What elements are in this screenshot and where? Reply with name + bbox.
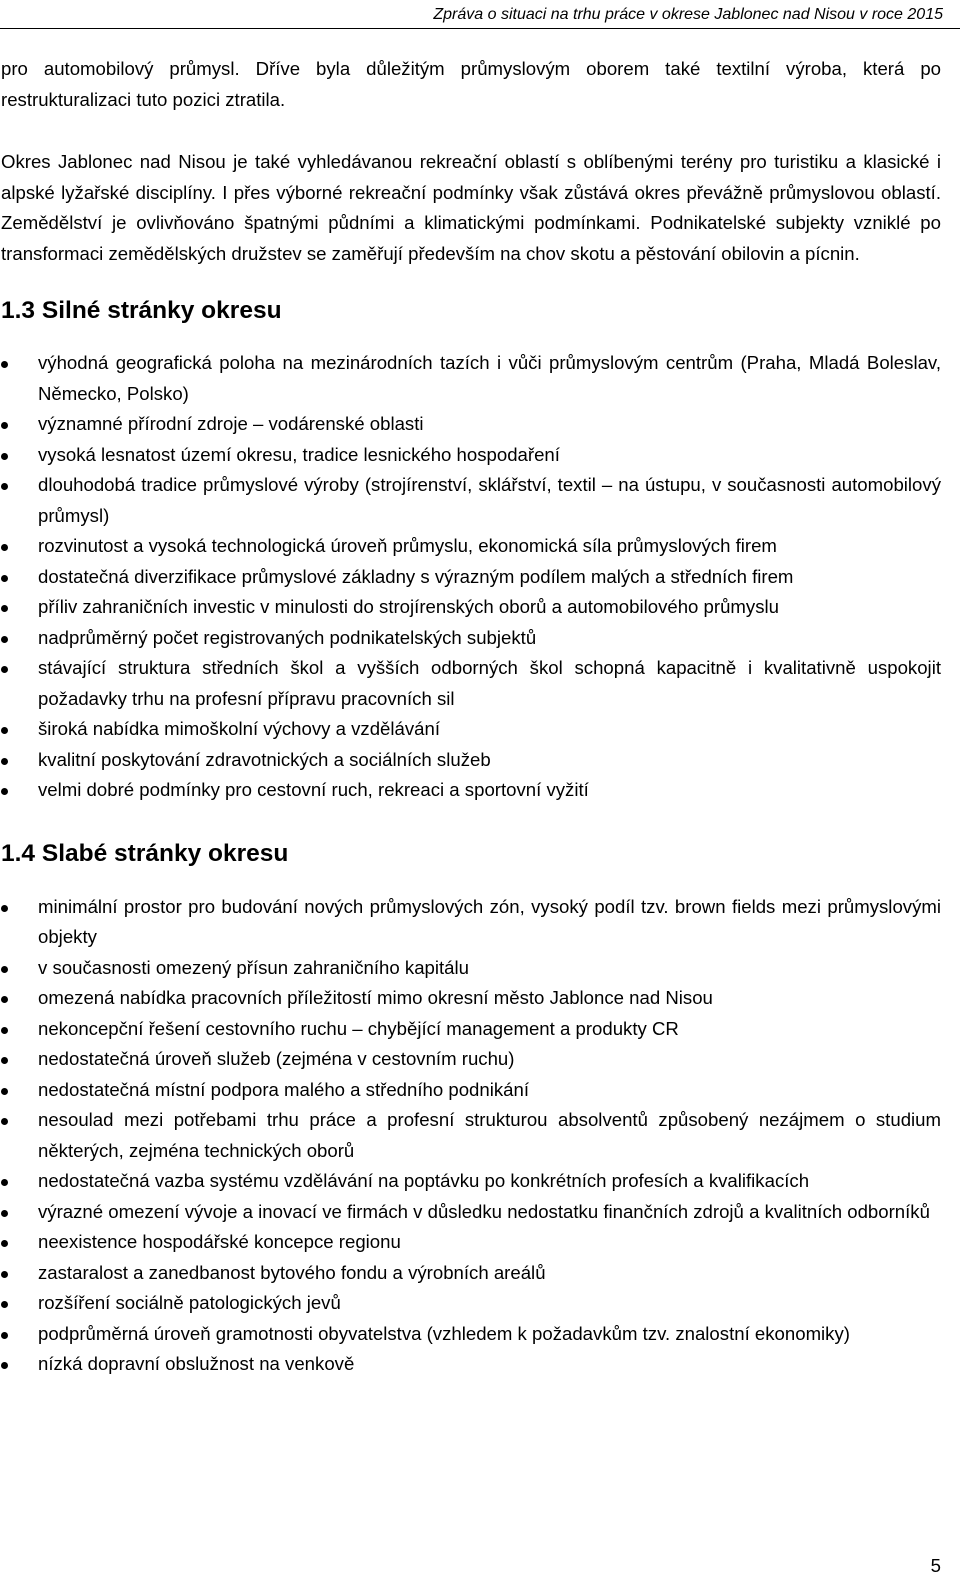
bullet-icon (1, 544, 8, 551)
bullet-icon (1, 422, 8, 429)
bullet-icon (1, 1118, 8, 1125)
list-item-text: podprůměrná úroveň gramotnosti obyvatelstva (vzhledem k požadavkům tzv. znalostní ekonomiky) (38, 1322, 850, 1344)
running-header-title: Zpráva o situaci na trhu práce v okrese Jablonec nad Nisou v roce 2015 (433, 6, 943, 23)
list-item (1, 562, 941, 593)
list-item-text: široká nabídka mimoškolní výchovy a vzdělávání (38, 718, 441, 739)
list-item (1, 1227, 941, 1258)
bullet-icon (1, 636, 8, 643)
list-item (1, 653, 941, 714)
list-item (1, 348, 941, 409)
list-item-text: kvalitní poskytování zdravotnických a sociálních služeb (38, 748, 491, 770)
list-item-text: nekoncepční řešení cestovního ruchu – chybějící management a produkty CR (38, 1017, 679, 1039)
bullet-icon (1, 1210, 8, 1217)
list-item-text: dlouhodobá tradice průmyslové výroby (strojírenství, sklářství, textil – na ústupu, v současnosti automobilový průmysl) (38, 474, 941, 526)
list-item (1, 892, 941, 953)
list-item-text: zastaralost a zanedbanost bytového fondu a výrobních areálů (38, 1261, 546, 1283)
bullet-icon (1, 788, 8, 795)
list-item-text: významné přírodní zdroje – vodárenské oblasti (38, 413, 424, 434)
list-item (1, 953, 941, 984)
list-item (1, 440, 941, 471)
list-item (1, 1349, 941, 1380)
paragraph-intro-continuation: pro automobilový průmysl. Dříve byla důležitým průmyslovým oborem také textilní výroba, která po restrukturalizaci tuto pozici ztratila. (1, 58, 941, 110)
bullet-icon (1, 1240, 8, 1247)
list-item-text: neexistence hospodářské koncepce regionu (38, 1231, 401, 1252)
list-item-text: velmi dobré podmínky pro cestovní ruch, rekreaci a sportovní vyžití (38, 779, 589, 800)
bullet-icon (1, 575, 8, 582)
list-item (1, 1197, 941, 1228)
list-item-text: nedostatečná místní podpora malého a středního podnikání (38, 1078, 530, 1100)
list-item-text: rozšíření sociálně patologických jevů (38, 1292, 341, 1313)
list-item-text: stávající struktura středních škol a vyšších odborných škol schopná kapacitně i kvalitativně uspokojit požadavky trhu na profesní přípravu pracovních sil (38, 657, 941, 709)
list-item (1, 1044, 941, 1075)
bullet-icon (1, 483, 8, 490)
list-item-text: nedostatečná vazba systému vzdělávání na poptávku po konkrétních profesích a kvalifikacích (38, 1170, 810, 1191)
list-item (1, 745, 941, 776)
list-item-text: výrazné omezení vývoje a inovací ve firmách v důsledku nedostatku finančních zdrojů a kvalitních odborníků (38, 1200, 930, 1222)
bullet-icon (1, 1179, 8, 1186)
bullet-icon (1, 1362, 8, 1369)
list-item-text: rozvinutost a vysoká technologická úroveň průmyslu, ekonomická síla průmyslových firem (38, 535, 777, 556)
bullet-icon (1, 996, 8, 1003)
list-item (1, 775, 941, 806)
bullet-icon (1, 1027, 8, 1034)
weaknesses-heading: 1.4 Slabé stránky okresu (1, 839, 289, 867)
list-item-text: nízká dopravní obslužnost na venkově (38, 1353, 355, 1374)
list-item-text: příliv zahraničních investic v minulosti do strojírenských oborů a automobilového průmyslu (38, 596, 779, 617)
list-item-text: nesoulad mezi potřebami trhu práce a profesní strukturou absolventů způsobený nezájmem o studium některých, zejména technických oborů (38, 1109, 941, 1161)
bullet-icon (1, 453, 8, 460)
list-item (1, 409, 941, 440)
bullet-icon (1, 905, 8, 912)
list-item-text: nadprůměrný počet registrovaných podnikatelských subjektů (38, 626, 537, 648)
list-item (1, 714, 941, 745)
list-item-text: vysoká lesnatost území okresu, tradice lesnického hospodaření (38, 443, 560, 465)
list-item (1, 1258, 941, 1289)
bullet-icon (1, 1301, 8, 1308)
bullet-icon (1, 966, 8, 973)
bullet-icon (1, 361, 8, 368)
bullet-icon (1, 1057, 8, 1064)
weaknesses-list (1, 892, 941, 1380)
list-item-text: v současnosti omezený přísun zahraničního kapitálu (38, 956, 469, 978)
bullet-icon (1, 1271, 8, 1278)
list-item (1, 1014, 941, 1045)
list-item-text: omezená nabídka pracovních příležitostí mimo okresní město Jablonce nad Nisou (38, 987, 713, 1008)
list-item (1, 1166, 941, 1197)
list-item (1, 1288, 941, 1319)
bullet-icon (1, 758, 8, 765)
bullet-icon (1, 605, 8, 612)
bullet-icon (1, 1332, 8, 1339)
page-number: 5 (930, 1555, 941, 1576)
list-item-text: nedostatečná úroveň služeb (zejména v cestovním ruchu) (38, 1048, 515, 1069)
bullet-icon (1, 666, 8, 673)
paragraph-recreation: Okres Jablonec nad Nisou je také vyhledávanou rekreační oblastí s oblíbenými terény pro turistiku a klasické i alpské lyžařské disciplíny. I přes výborné rekreační podmínky však zůstává okres převážně průmyslovou oblastí. Zemědělství je ovlivňováno špatnými půdními a klimatickými podmínkami. Podnikatelské subjekty vzniklé po transformaci zemědělských družstev se zaměřují především na chov skotu a pěstování obilovin a pícnin. (1, 151, 941, 264)
list-item-text: dostatečná diverzifikace průmyslové základny s výrazným podílem malých a středních firem (38, 565, 794, 587)
list-item (1, 592, 941, 623)
header-rule (0, 28, 960, 29)
list-item (1, 470, 941, 531)
strengths-heading: 1.3 Silné stránky okresu (1, 297, 282, 324)
list-item (1, 531, 941, 562)
list-item (1, 1319, 941, 1350)
strengths-list (1, 348, 941, 806)
bullet-icon (1, 727, 8, 734)
document-body (1, 54, 941, 1380)
list-item (1, 623, 941, 654)
list-item-text: minimální prostor pro budování nových průmyslových zón, vysoký podíl tzv. brown fields mezi průmyslovými objekty (38, 895, 941, 947)
list-item (1, 1105, 941, 1166)
list-item (1, 983, 941, 1014)
list-item-text: výhodná geografická poloha na mezinárodních tazích i vůči průmyslovým centrům (Praha, Mladá Boleslav, Německo, Polsko) (38, 352, 941, 404)
bullet-icon (1, 1088, 8, 1095)
list-item (1, 1075, 941, 1106)
